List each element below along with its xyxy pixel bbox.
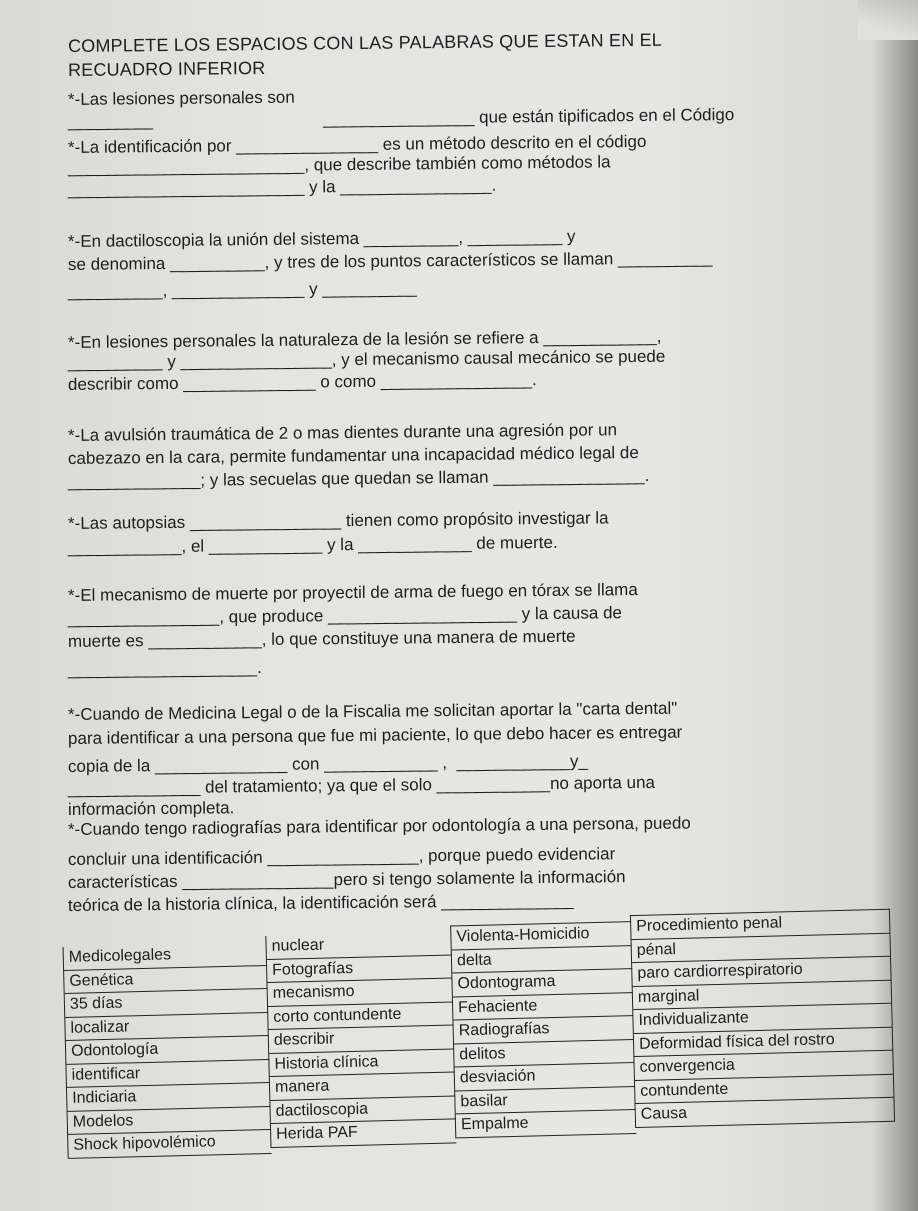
word-bank-cell: contundente — [635, 1074, 893, 1104]
word-bank-cell: marginal — [633, 980, 891, 1010]
word-bank-cell: Genética — [64, 966, 268, 994]
word-bank-cell: Fotografías — [267, 955, 453, 983]
word-bank-cell: convergencia — [634, 1051, 892, 1081]
word-bank-cell: basilar — [455, 1087, 636, 1115]
exercise-line: copia de la ______________ con ____________ , ____________y_ — [67, 751, 589, 776]
word-bank-cell: manera — [270, 1072, 456, 1100]
word-bank-cell: mecanismo — [267, 978, 453, 1006]
exercise-line: *-Las autopsias ________________ tienen como propósito investigar la — [67, 508, 609, 533]
word-bank-cell: corto contundente — [268, 1002, 454, 1030]
paper-corner — [858, 0, 918, 40]
word-bank-cell: delta — [452, 946, 633, 974]
exercise-line: *-En dactiloscopia la unión del sistema __________, __________ y — [67, 226, 576, 251]
word-bank-cell: Fehaciente — [453, 993, 634, 1021]
word-bank-cell: 35 días — [65, 989, 269, 1017]
instructions-title-line-2: RECUADRO INFERIOR — [67, 57, 266, 80]
exercise-line: ____________________. — [67, 657, 262, 679]
instructions-title-line-1: COMPLETE LOS ESPACIOS CON LAS PALABRAS QUE ESTAN EN EL — [67, 29, 663, 56]
word-bank-cell: Medicolegales — [64, 942, 268, 970]
word-bank-column-3 — [450, 921, 636, 1138]
word-bank-table — [62, 905, 894, 1165]
exercise-line: _________ ________________ que están tipificados en el Código — [67, 105, 735, 131]
word-bank-cell: Odontología — [66, 1036, 270, 1064]
exercise-line: *-El mecanismo de muerte por proyectil de arma de fuego en tórax se llama — [67, 580, 638, 605]
word-bank-cell: pénal — [632, 933, 890, 963]
word-bank-column-1 — [63, 942, 272, 1158]
word-bank-cell: Empalme — [456, 1110, 637, 1138]
exercise-line: ______________ del tratamiento; ya que el solo ____________no aporta una — [67, 772, 656, 798]
word-bank-cell: describir — [269, 1025, 455, 1053]
word-bank-cell: Indiciaria — [67, 1083, 271, 1111]
exercise-line: *-Las lesiones personales son — [67, 87, 295, 109]
word-bank-cell: localizar — [65, 1012, 269, 1040]
exercise-line: ________________, que produce ____________________ y la causa de — [67, 603, 623, 628]
exercise-line: __________ y ________________, y el mecanismo causal mecánico se puede — [67, 346, 666, 372]
word-bank-cell: dactiloscopia — [270, 1096, 456, 1124]
exercise-line: *-La avulsión traumática de 2 o mas dientes durante una agresión por un — [67, 420, 618, 445]
word-bank-cell: identificar — [66, 1059, 270, 1087]
word-bank-cell: desviación — [455, 1063, 636, 1091]
exercise-line: *-En lesiones personales la naturaleza de la lesión se refiere a ____________, — [67, 326, 662, 352]
word-bank-cell: Procedimiento penal — [631, 910, 889, 940]
exercise-line: muerte es ____________, lo que constituye una manera de muerte — [67, 626, 576, 651]
word-bank-cell: Deformidad física del rostro — [634, 1027, 892, 1057]
word-bank-cell: Odontograma — [452, 969, 633, 997]
word-bank-cell: paro cardiorrespiratorio — [632, 957, 890, 987]
exercise-line: concluir una identificación ________________, porque puedo evidenciar — [67, 844, 616, 869]
exercise-line: _________________________ y la ________________. — [67, 175, 497, 199]
word-bank-cell: Causa — [636, 1098, 894, 1128]
exercise-line: *-Cuando tengo radiografías para identificar por odontología a una persona, puedo — [67, 813, 691, 839]
exercise-line: teórica de la historia clínica, la identificación será ______________ — [67, 890, 574, 915]
exercise-line: para identificar a una persona que fue mi paciente, lo que debo hacer es entregar — [67, 722, 683, 748]
exercise-line: se denomina __________, y tres de los puntos característicos se llaman __________ — [67, 248, 713, 274]
word-bank-column-2 — [265, 931, 456, 1147]
word-bank-cell: Herida PAF — [271, 1119, 457, 1147]
exercise-line: *-La identificación por _______________ es un método descrito en el código — [67, 131, 647, 157]
word-bank-cell: Individualizante — [633, 1004, 891, 1034]
word-bank-cell: Modelos — [68, 1106, 272, 1134]
word-bank-cell: delitos — [454, 1040, 635, 1068]
word-bank-cell: Violenta-Homicidio — [451, 922, 632, 950]
exercise-line: *-Cuando de Medicina Legal o de la Fiscalia me solicitan aportar la "carta dental" — [67, 698, 678, 724]
exercise-line: describir como ______________ o como ________________. — [67, 370, 537, 394]
word-bank-cell: Historia clínica — [269, 1049, 455, 1077]
exercise-line: ______________; y las secuelas que quedan se llaman ________________. — [67, 465, 650, 491]
word-bank-cell: Radiografías — [453, 1016, 634, 1044]
word-bank-cell: Shock hipovolémico — [68, 1130, 272, 1158]
exercise-line: características ________________pero si tengo solamente la información — [67, 867, 626, 892]
exercise-line: información completa. — [67, 798, 235, 819]
word-bank-cell: nuclear — [266, 931, 452, 959]
word-bank-column-4 — [630, 909, 895, 1128]
exercise-line: _________________________, que describe también como métodos la — [67, 152, 611, 177]
exercise-line: ____________, el ____________ y la ____________ de muerte. — [67, 532, 558, 557]
exercise-line: cabezazo en la cara, permite fundamentar una incapacidad médico legal de — [67, 443, 639, 468]
exercise-line: __________, ______________ y __________ — [67, 278, 417, 301]
